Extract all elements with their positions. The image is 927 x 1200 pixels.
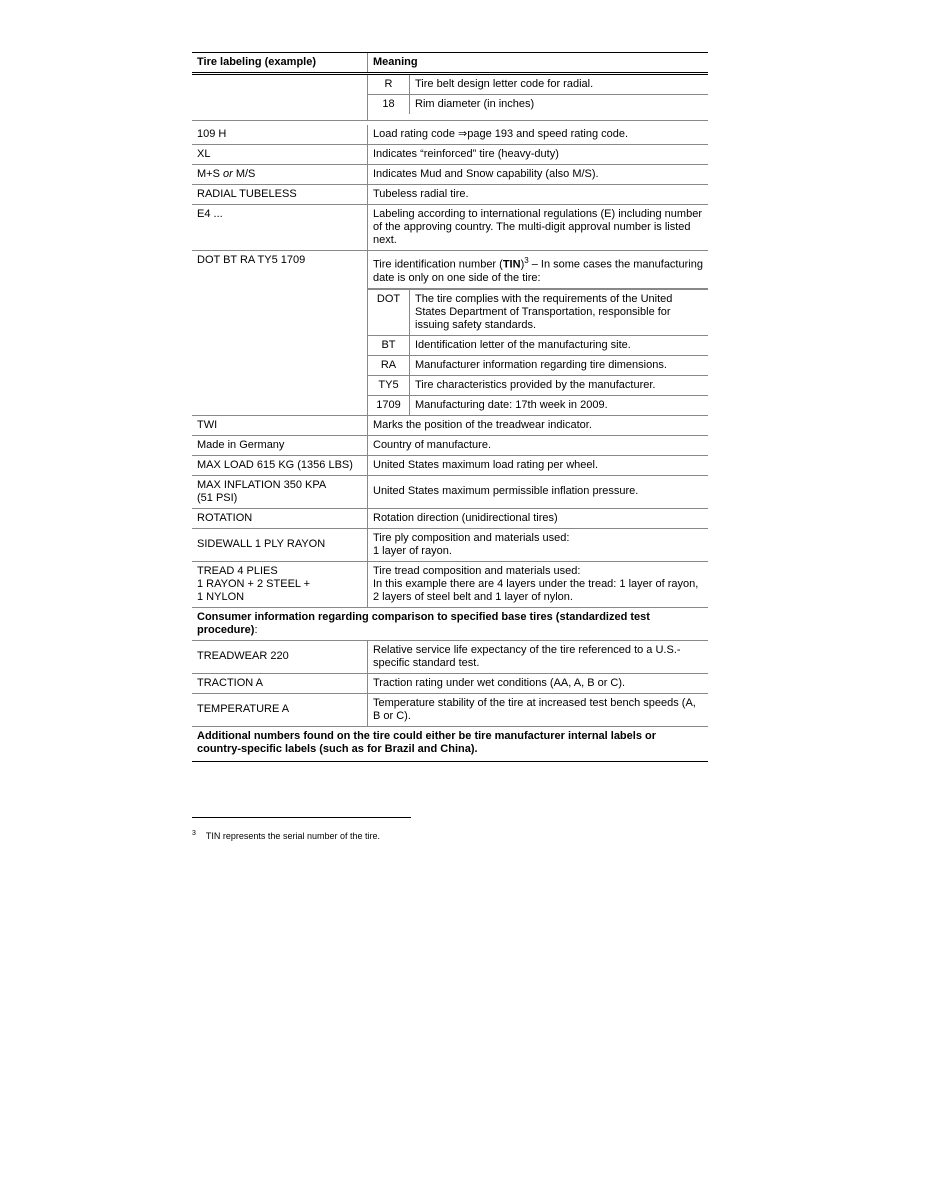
row-label: 109 H xyxy=(192,125,368,144)
radial-group-label xyxy=(192,75,368,120)
table-row xyxy=(192,509,708,529)
sub-meaning: Tire belt design letter code for radial. xyxy=(415,78,594,90)
row-label: RADIAL TUBELESS xyxy=(192,185,368,204)
table-row xyxy=(192,121,708,145)
row-label: E4 ... xyxy=(192,205,368,250)
row-label: DOT BT RA TY5 1709 xyxy=(192,251,368,415)
row-label: Made in Germany xyxy=(192,436,368,455)
sub-code: BT xyxy=(368,336,410,355)
row-label: TRACTION A xyxy=(192,674,368,693)
row-meaning: United States maximum permissible inflation pressure. xyxy=(373,485,639,498)
sub-meaning: Manufacturer information regarding tire dimensions. xyxy=(415,358,667,371)
sub-row xyxy=(368,289,708,335)
consumer-info-heading xyxy=(192,608,708,640)
row-label: TREADWEAR 220 xyxy=(192,641,368,673)
table-row xyxy=(192,476,708,509)
table-row xyxy=(192,165,708,185)
row-label xyxy=(192,165,368,184)
radial-group-row xyxy=(192,75,708,121)
sub-meaning: Identification letter of the manufacturing site. xyxy=(415,338,631,351)
sub-meaning: Manufacturing date: 17th week in 2009. xyxy=(415,398,608,411)
sub-code: TY5 xyxy=(368,376,410,395)
footnote xyxy=(192,830,380,841)
footnote-ref: 3 xyxy=(524,256,529,265)
header-col-labeling: Tire labeling (example) xyxy=(192,53,368,72)
row-meaning: Indicates Mud and Snow capability (also M/S). xyxy=(373,168,599,180)
tin-abbrev: TIN xyxy=(502,258,521,271)
footnote-rule xyxy=(192,817,411,818)
sub-meaning: Rim diameter (in inches) xyxy=(415,98,535,110)
footnote-mark: 3 xyxy=(192,830,196,837)
row-meaning: Indicates “reinforced” tire (heavy-duty) xyxy=(373,148,559,160)
table-row xyxy=(192,529,708,562)
label-italic: or xyxy=(222,168,233,180)
row-label: ROTATION xyxy=(192,509,368,528)
table-row xyxy=(192,641,708,674)
table-row xyxy=(192,674,708,694)
table-row xyxy=(192,205,708,251)
sub-meaning: Tire characteristics provided by the manufacturer. xyxy=(415,378,656,391)
row-meaning: United States maximum load rating per wheel. xyxy=(373,458,598,471)
table-row xyxy=(192,145,708,165)
row-meaning: Relative service life expectancy of the tire referenced to a U.S.-specific standard test. xyxy=(373,643,681,669)
tin-intro-post: – In some cases the manufacturing date is only on one side of the tire: xyxy=(373,258,703,284)
row-label: XL xyxy=(192,145,368,164)
sub-meaning: The tire complies with the requirements of the United States Department of Transportation, responsible for issuing safety standards. xyxy=(415,292,673,331)
consumer-info-heading-row xyxy=(192,608,708,641)
table-row xyxy=(192,456,708,476)
label-part: M/S xyxy=(232,168,256,180)
sub-code: RA xyxy=(368,356,410,375)
table-row xyxy=(192,436,708,456)
sub-row xyxy=(368,75,708,94)
row-meaning: Rotation direction (unidirectional tires) xyxy=(373,511,558,524)
footnote-text: TIN represents the serial number of the tire. xyxy=(205,831,380,841)
sub-code: 18 xyxy=(368,95,410,114)
row-meaning: Load rating code ⇒page 193 and speed rating code. xyxy=(373,128,629,140)
row-meaning: Tire tread composition and materials used: In this example there are 4 layers under the tread: 1 layer of rayon, 2 layers of steel belt and 1 layer of nylon. xyxy=(373,564,699,603)
sub-code: 1709 xyxy=(368,396,410,415)
sub-row xyxy=(368,94,708,120)
dot-row xyxy=(192,251,708,416)
sub-row xyxy=(368,335,708,355)
row-meaning: Tubeless radial tire. xyxy=(373,188,469,200)
row-label: SIDEWALL 1 PLY RAYON xyxy=(192,529,368,561)
table-header-row xyxy=(192,53,708,75)
radial-subtable xyxy=(368,75,708,120)
consumer-heading-text: Consumer information regarding comparison to specified base tires (standardized test procedure) xyxy=(197,610,650,636)
sub-code: DOT xyxy=(368,290,410,335)
row-meaning: Temperature stability of the tire at increased test bench speeds (A, B or C). xyxy=(373,696,696,722)
row-label: TREAD 4 PLIES 1 RAYON + 2 STEEL + 1 NYLON xyxy=(192,562,368,607)
closing-note-row xyxy=(192,727,708,762)
table-row xyxy=(192,416,708,436)
row-label: MAX LOAD 615 KG (1356 LBS) xyxy=(192,456,368,475)
row-meaning: Country of manufacture. xyxy=(373,438,492,451)
row-meaning: Marks the position of the treadwear indicator. xyxy=(373,418,592,431)
tin-intro: Tire identification number (TIN)$^3$ – In some cases the manufacturing date is only on one side of the tire: xyxy=(368,251,708,289)
row-label: MAX INFLATION 350 KPA (51 PSI) xyxy=(192,476,368,508)
sub-row xyxy=(368,375,708,395)
table-row xyxy=(192,562,708,608)
row-label: TEMPERATURE A xyxy=(192,694,368,726)
row-meaning: Labeling according to international regulations (E) including number of the approving country. The multi-digit approval number is listed next. xyxy=(373,208,702,246)
sub-code: R xyxy=(368,75,410,94)
table-row xyxy=(192,694,708,727)
label-part: M+S xyxy=(197,168,223,180)
row-meaning: Traction rating under wet conditions (AA, A, B or C). xyxy=(373,676,626,689)
consumer-heading-tail: : xyxy=(254,623,258,636)
header-col-meaning: Meaning xyxy=(373,56,418,68)
dot-subtable xyxy=(368,251,708,415)
tire-labeling-table xyxy=(192,52,708,762)
row-label: TWI xyxy=(192,416,368,435)
table-row xyxy=(192,185,708,205)
tin-intro-pre: Tire identification number ( xyxy=(373,258,503,271)
sub-row xyxy=(368,355,708,375)
sub-row xyxy=(368,395,708,415)
row-meaning: Tire ply composition and materials used: 1 layer of rayon. xyxy=(373,531,570,557)
closing-note: Additional numbers found on the tire could either be tire manufacturer internal labels or country-specific labels (such as for Brazil and China). xyxy=(197,729,657,755)
